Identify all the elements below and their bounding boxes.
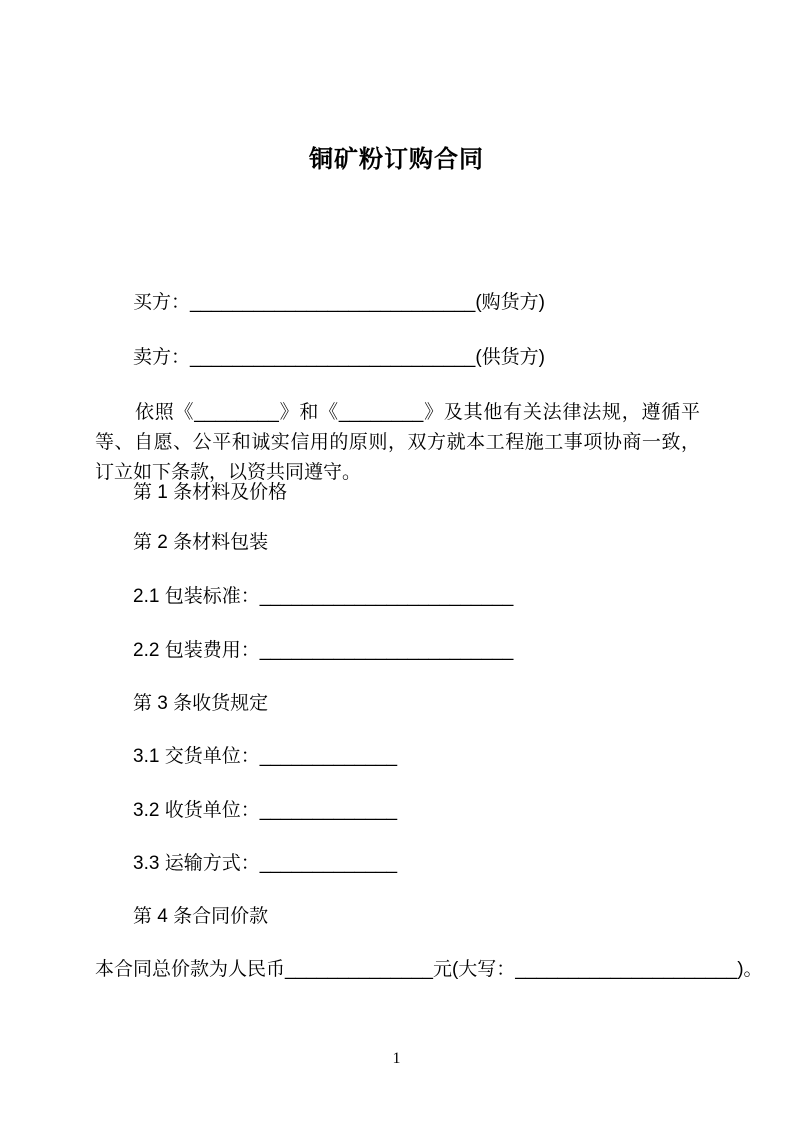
clause-2-item-packing-standard: [95, 584, 700, 610]
delivery-unit-blank: _____________: [259, 746, 398, 767]
preamble-paragraph: 依照《________》和《________》及其他有关法律法规，遵循平等、自愿、公平和诚实信用的原则，双方就本工程施工事项协商一致，订立如下条款，以资共同遵守。: [95, 402, 700, 483]
total-price-line: [95, 957, 763, 983]
seller-role-note: (供货方): [475, 347, 545, 368]
total-amount-blank: ______________: [285, 959, 433, 980]
buyer-role-note: (购货方): [475, 292, 545, 313]
clause-3-item-transport-mode: [95, 851, 700, 877]
packing-standard-label: 2.1 包装标准：: [133, 586, 260, 607]
clause-2-item-packing-cost: [95, 638, 700, 664]
clause-1-heading: 第 1 条材料及价格: [133, 482, 288, 503]
delivery-unit-label: 3.1 交货单位：: [133, 746, 260, 767]
total-price-suffix: )。: [737, 959, 763, 980]
seller-label: 卖方：: [133, 347, 191, 368]
total-words-blank: _____________________: [515, 959, 738, 980]
page-number: 1: [392, 1050, 401, 1067]
total-price-prefix: 本合同总价款为人民币: [95, 959, 286, 980]
buyer-fill-blank: ___________________________: [190, 292, 476, 313]
packing-cost-label: 2.2 包装费用：: [133, 640, 260, 661]
clause-4-heading: 第 4 条合同价款: [133, 906, 269, 927]
buyer-label: 买方：: [133, 292, 191, 313]
transport-mode-blank: _____________: [259, 853, 398, 874]
packing-standard-blank: ________________________: [259, 586, 514, 607]
buyer-line: [95, 290, 700, 316]
transport-mode-label: 3.3 运输方式：: [133, 853, 260, 874]
receiving-unit-label: 3.2 收货单位：: [133, 800, 260, 821]
seller-fill-blank: ___________________________: [190, 347, 476, 368]
clause-3-item-delivery-unit: [95, 744, 700, 770]
clause-3-heading: 第 3 条收货规定: [133, 693, 269, 714]
packing-cost-blank: ________________________: [259, 640, 514, 661]
receiving-unit-blank: _____________: [259, 800, 398, 821]
clause-3-item-receiving-unit: [95, 798, 700, 824]
clause-2-heading: 第 2 条材料包装: [133, 532, 269, 553]
total-price-mid: 元(大写：: [432, 959, 516, 980]
document-title: 铜矿粉订购合同: [309, 146, 484, 173]
seller-line: [95, 345, 700, 371]
